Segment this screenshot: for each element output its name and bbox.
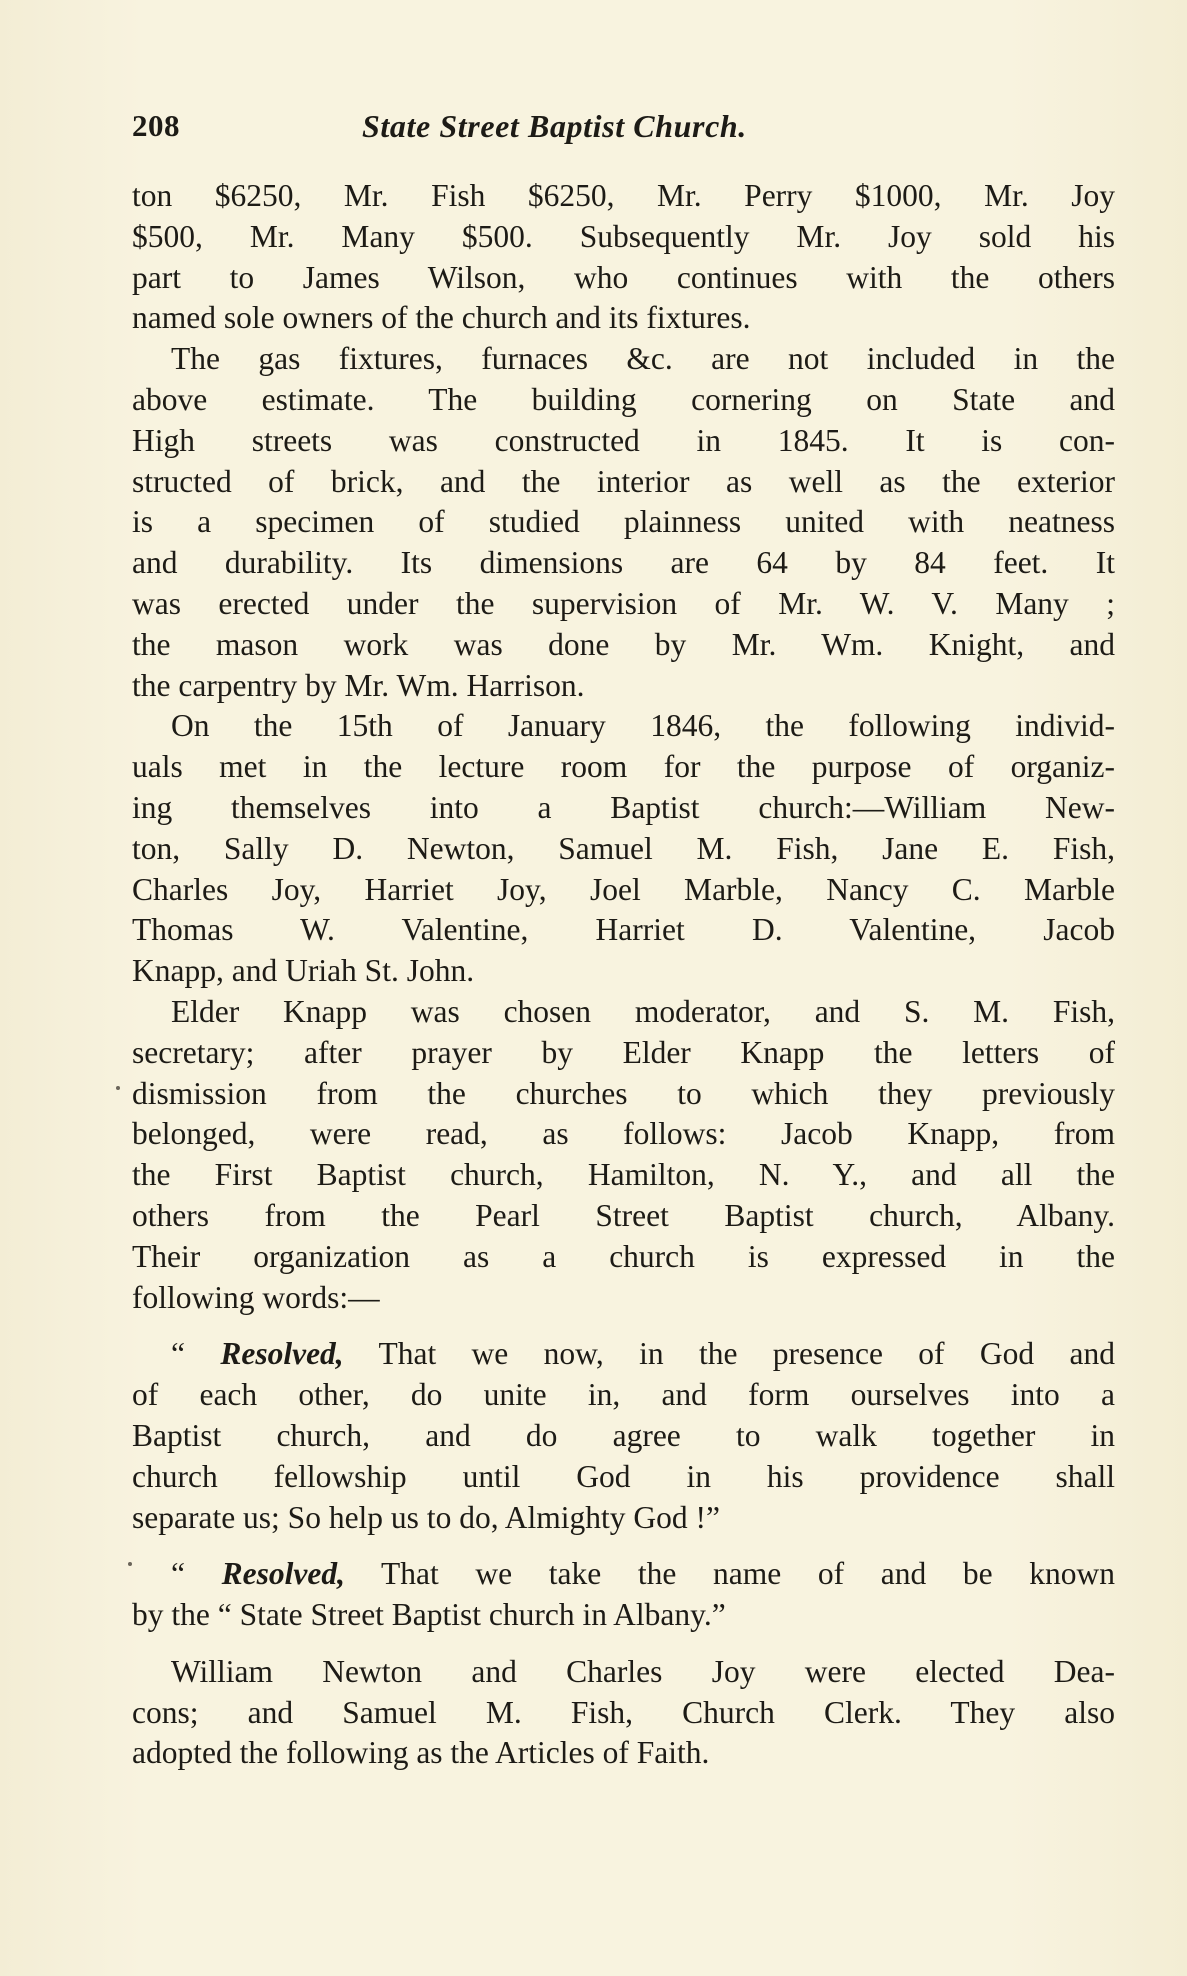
text-line: The gas fixtures, furnaces &c. are not included in the <box>171 341 1115 377</box>
text-line: Elder Knapp was chosen moderator, and S. M. Fish, <box>171 993 1115 1029</box>
text-line: secretary; after prayer by Elder Knapp the letters of <box>132 1034 1115 1070</box>
text-line: others from the Pearl Street Baptist church, Albany. <box>132 1197 1115 1233</box>
text-line: Charles Joy, Harriet Joy, Joel Marble, Nancy C. Marble <box>132 871 1115 907</box>
paragraph-1 <box>132 176 1115 339</box>
text-line: and durability. Its dimensions are 64 by 84 feet. It <box>132 545 1115 581</box>
open-quote: “ <box>171 1556 222 1592</box>
page-header <box>132 108 1092 148</box>
text-line: following words:— <box>132 1279 380 1315</box>
print-speck <box>116 1086 120 1090</box>
text-line <box>132 1334 1115 1375</box>
text-line: uals met in the lecture room for the purpose of organiz- <box>132 749 1115 785</box>
text-line: dismission from the churches to which they previously <box>132 1075 1115 1111</box>
body-text <box>132 176 1115 1774</box>
text-line: On the 15th of January 1846, the following individ- <box>171 708 1115 744</box>
line-rest: That we take the name of and be known <box>344 1556 1115 1592</box>
line-rest: That we now, in the presence of God and <box>343 1336 1115 1372</box>
text-line: ton, Sally D. Newton, Samuel M. Fish, Jane E. Fish, <box>132 830 1115 866</box>
text-line: by the “ State Street Baptist church in Albany.” <box>132 1597 726 1633</box>
resolution-2 <box>132 1554 1115 1636</box>
resolved-word: Resolved, <box>220 1336 344 1372</box>
text-line: was erected under the supervision of Mr. W. V. Many ; <box>132 585 1115 621</box>
text-line: Their organization as a church is expressed in the <box>132 1238 1115 1274</box>
text-line: named sole owners of the church and its fixtures. <box>132 300 751 336</box>
running-title: State Street Baptist Church. <box>362 108 747 144</box>
text-line: belonged, were read, as follows: Jacob Knapp, from <box>132 1116 1115 1152</box>
text-line: adopted the following as the Articles of Faith. <box>132 1735 710 1771</box>
text-line: of each other, do unite in, and form ourselves into a <box>132 1377 1115 1413</box>
text-line: the First Baptist church, Hamilton, N. Y., and all the <box>132 1157 1115 1193</box>
paragraph-4 <box>132 992 1115 1318</box>
text-line: part to James Wilson, who continues with the others <box>132 259 1115 295</box>
resolution-1 <box>132 1334 1115 1538</box>
text-line: above estimate. The building cornering on State and <box>132 381 1115 417</box>
text-line: structed of brick, and the interior as well as the exterior <box>132 463 1115 499</box>
text-line: ing themselves into a Baptist church:—William New- <box>132 789 1115 825</box>
text-line: the mason work was done by Mr. Wm. Knight, and <box>132 626 1115 662</box>
text-line: Knapp, and Uriah St. John. <box>132 953 475 989</box>
text-line: ton $6250, Mr. Fish $6250, Mr. Perry $1000, Mr. Joy <box>132 178 1115 213</box>
text-line: cons; and Samuel M. Fish, Church Clerk. They also <box>132 1694 1115 1730</box>
text-line: High streets was constructed in 1845. It is con- <box>132 422 1115 458</box>
text-line: the carpentry by Mr. Wm. Harrison. <box>132 667 585 703</box>
paragraph-7 <box>132 1652 1115 1774</box>
text-line: is a specimen of studied plainness united with neatness <box>132 504 1115 540</box>
resolved-word: Resolved, <box>221 1556 345 1592</box>
open-quote: “ <box>171 1336 221 1372</box>
text-line: separate us; So help us to do, Almighty God !” <box>132 1499 720 1535</box>
paragraph-2 <box>132 339 1115 706</box>
paragraph-3 <box>132 706 1115 992</box>
text-line: Baptist church, and do agree to walk together in <box>132 1417 1115 1453</box>
text-line: church fellowship until God in his providence shall <box>132 1458 1115 1494</box>
text-line: $500, Mr. Many $500. Subsequently Mr. Joy sold his <box>132 218 1115 254</box>
spacer <box>132 1538 1115 1554</box>
text-line <box>132 1554 1115 1595</box>
spacer <box>132 1636 1115 1652</box>
print-speck <box>128 1562 132 1566</box>
text-line: William Newton and Charles Joy were elected Dea- <box>171 1653 1115 1689</box>
text-line: Thomas W. Valentine, Harriet D. Valentine, Jacob <box>132 912 1115 948</box>
spacer <box>132 1318 1115 1334</box>
page-number: 208 <box>132 108 180 143</box>
